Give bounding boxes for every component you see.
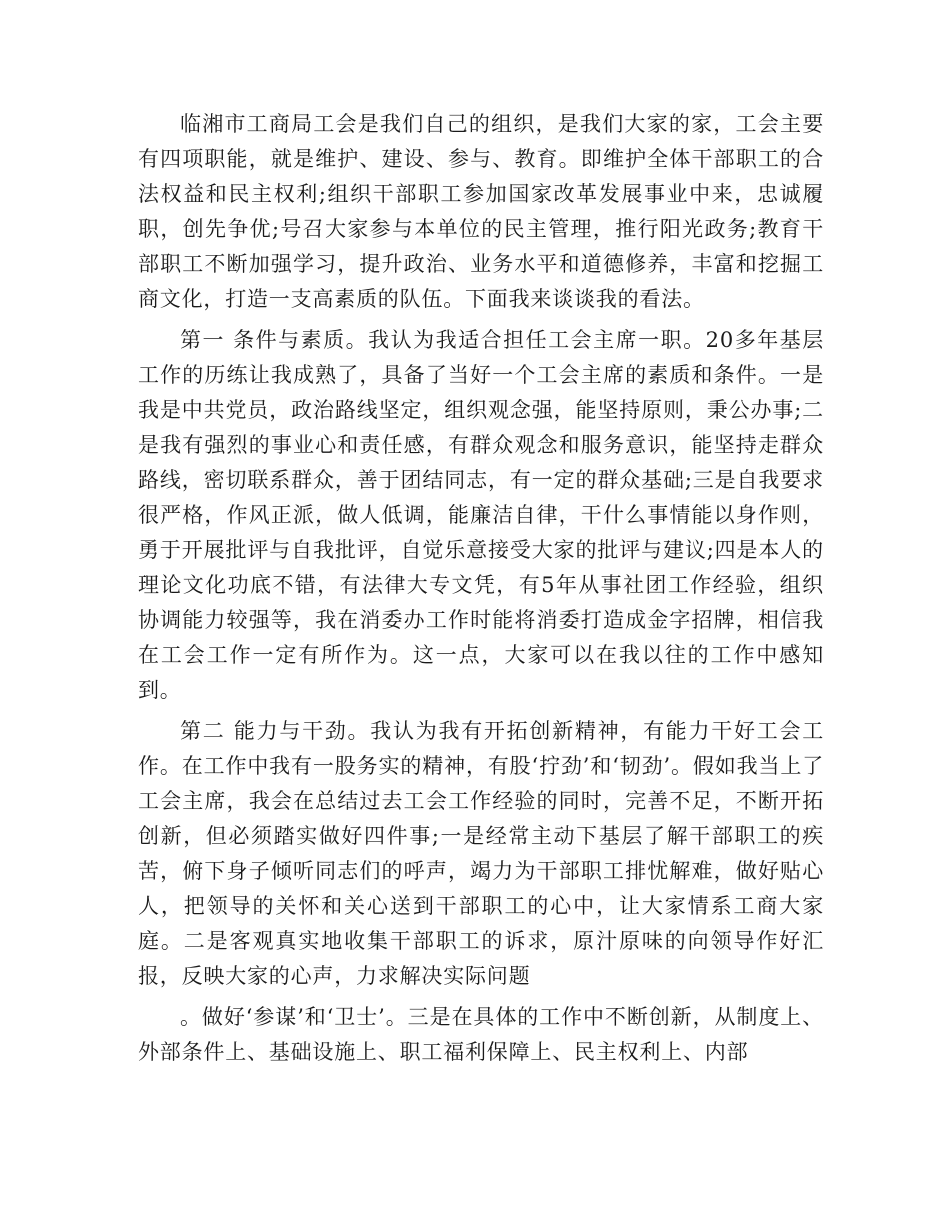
- paragraph-ability-and-drive: 第二 能力与干劲。我认为我有开拓创新精神，有能力干好工会工作。在工作中我有一股务实的精神，有股‘拧劲’和‘韧劲’。假如我当上了工会主席，我会在总结过去工会工作经验的同时，完善不足，不断开拓创新，但必须踏实做好四件事;一是经常主动下基层了解干部职工的疾苦，俯下身子倾听同志们的呼声，竭力为干部职工排忧解难，做好贴心人，把领导的关怀和关心送到干部职工的心中，让大家情系工商大家庭。二是客观真实地收集干部职工的诉求，原汁原味的向领导作好汇报，反映大家的心声，力求解决实际问题: [138, 719, 824, 988]
- document-body: [138, 107, 824, 1070]
- paragraph-intro: 临湘市工商局工会是我们自己的组织，是我们大家的家，工会主要有四项职能，就是维护、建设、参与、教育。即维护全体干部职工的合法权益和民主权利;组织干部职工参加国家改革发展事业中来，忠诚履职，创先争优;号召大家参与本单位的民主管理，推行阳光政务;教育干部职工不断加强学习，提升政治、业务水平和道德修养，丰富和挖掘工商文化，打造一支高素质的队伍。下面我来谈谈我的看法。: [138, 112, 824, 311]
- paragraph-conditions-and-qualities: 第一 条件与素质。我认为我适合担任工会主席一职。20多年基层工作的历练让我成熟了，具备了当好一个工会主席的素质和条件。一是我是中共党员，政治路线坚定，组织观念强，能坚持原则，秉公办事;二是我有强烈的事业心和责任感，有群众观念和服务意识，能坚持走群众路线，密切联系群众，善于团结同志，有一定的群众基础;三是自我要求很严格，作风正派，做人低调，能廉洁自律，干什么事情能以身作则，勇于开展批评与自我批评，自觉乐意接受大家的批评与建议;四是本人的理论文化功底不错，有法律大专文凭，有5年从事社团工作经验，组织协调能力较强等，我在消委办工作时能将消委打造成金字招牌，相信我在工会工作一定有所作为。这一点，大家可以在我以往的工作中感知到。: [138, 328, 824, 702]
- paragraph-continuation: 。做好‘参谋’和‘卫士’。三是在具体的工作中不断创新，从制度上、外部条件上、基础设施上、职工福利保障上、民主权利上、内部: [138, 1005, 824, 1064]
